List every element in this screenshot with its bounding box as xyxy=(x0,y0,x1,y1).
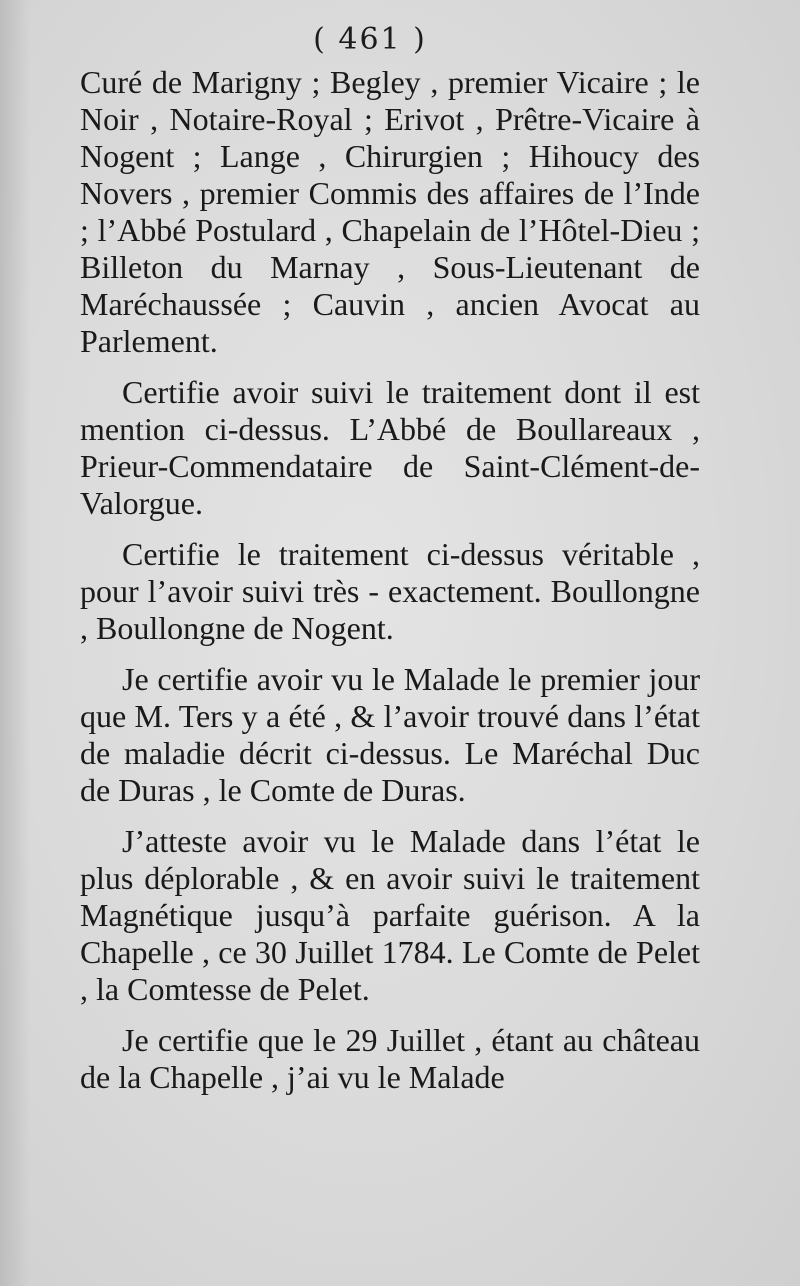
paragraph-abbe-certification: Certifie avoir suivi le traitement dont il est mention ci-dessus. L’Abbé de Boullareaux , Prieur-Commendataire de Saint-Clément-de-Valorgue. xyxy=(80,374,700,521)
paragraph-duras-certification: Je certifie avoir vu le Malade le premier jour que M. Ters y a été , & l’avoir trouvé dans l’état de maladie décrit ci-dessus. Le Maréchal Duc de Duras , le Comte de Duras. xyxy=(80,661,700,808)
gutter-shadow xyxy=(0,0,30,1286)
paragraph-final-certification: Je certifie que le 29 Juillet , étant au château de la Chapelle , j’ai vu le Malade xyxy=(80,1022,700,1095)
paragraph-boullongne-certification: Certifie le traitement ci-dessus véritable , pour l’avoir suivi très - exactement. Boullongne , Boullongne de Nogent. xyxy=(80,536,700,646)
body-text xyxy=(80,64,700,1110)
page-number: ( 461 ) xyxy=(313,22,427,57)
paragraph-signatories: Curé de Marigny ; Begley , premier Vicaire ; le Noir , Notaire-Royal ; Erivot , Prêtre-Vicaire à Nogent ; Lange , Chirurgien ; Hihoucy des Novers , premier Commis des affaires de l’Inde ; l’Abbé Postulard , Chapelain de l’Hôtel-Dieu ; Billeton du Marnay , Sous-Lieutenant de Maréchaussée ; Cauvin , ancien Avocat au Parlement. xyxy=(80,64,700,359)
paragraph-pelet-attestation: J’atteste avoir vu le Malade dans l’état le plus déplorable , & en avoir suivi le traitement Magnétique jusqu’à parfaite guérison. A la Chapelle , ce 30 Juillet 1784. Le Comte de Pelet , la Comtesse de Pelet. xyxy=(80,823,700,1007)
